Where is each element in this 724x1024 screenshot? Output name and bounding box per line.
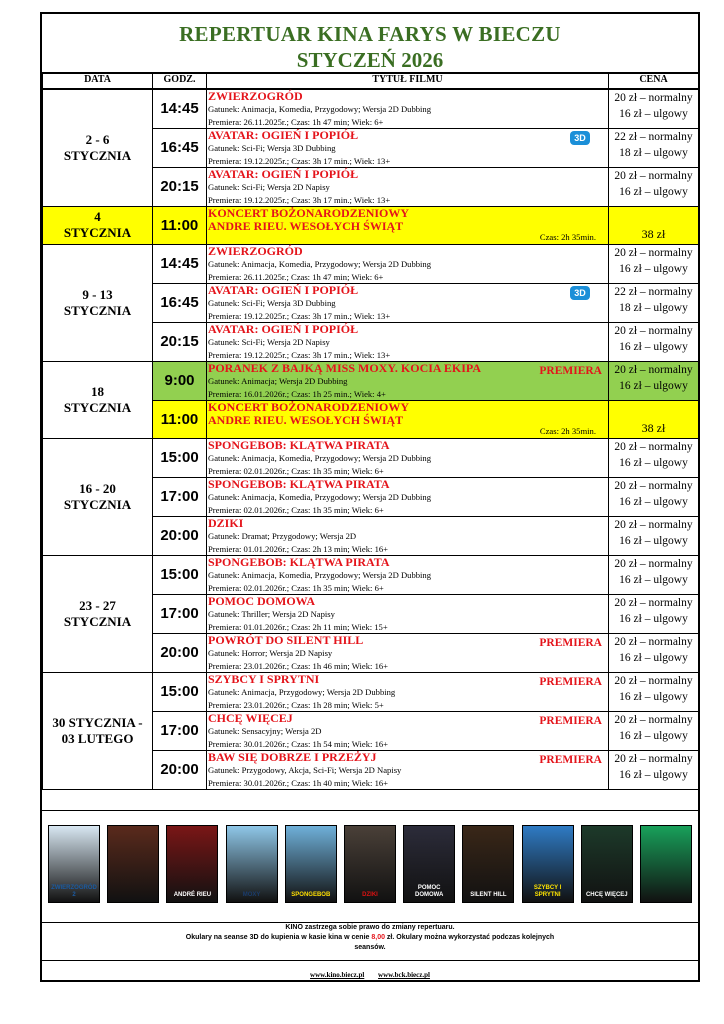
- silent-hill-poster: [462, 825, 514, 903]
- price-line: 38 zł: [641, 226, 666, 241]
- date-label: 30 STYCZNIA -: [52, 714, 143, 730]
- price-line: 20 zł – normalny: [614, 92, 693, 104]
- film-duration: Czas: 2h 35min.: [539, 231, 596, 242]
- price-line: 20 zł – normalny: [614, 674, 693, 687]
- price-line: 20 zł – normalny: [614, 635, 693, 648]
- date-label: 9 - 13: [82, 286, 113, 302]
- showtime: 20:00: [153, 633, 207, 672]
- film-title-line2: ANDRE RIEU. WESOŁYCH ŚWIĄT: [208, 218, 404, 233]
- date-label: 03 LUTEGO: [61, 730, 134, 746]
- price-line: 16 zł – ulgowy: [619, 612, 688, 625]
- link-kino[interactable]: www.kino.biecz.pl: [310, 971, 365, 979]
- film-duration: Czas: 2h 35min.: [539, 425, 596, 436]
- date-cell: [43, 555, 153, 672]
- film-premiere: Premiera: 02.01.2026r.; Czas: 1h 35 min; Wiek: 6+: [208, 504, 384, 515]
- price-line: 16 zł – ulgowy: [619, 108, 688, 120]
- premiere-badge: PREMIERA: [539, 675, 602, 688]
- table-row: [43, 555, 699, 594]
- film-cell: [207, 206, 609, 244]
- column-header: DATA: [43, 73, 153, 89]
- film-cell: [207, 283, 609, 322]
- price-line: 20 zł – normalny: [614, 752, 693, 765]
- film-genre: Gatunek: Sci-Fi; Wersja 3D Dubbing: [208, 297, 336, 308]
- film-premiere: Premiera: 01.01.2026r.; Czas: 2h 13 min; Wiek: 16+: [208, 543, 389, 554]
- poster-title: SZYBCY I SPRYTNI: [533, 885, 562, 898]
- price-cell: [609, 672, 699, 711]
- 3d-icon: 3D: [570, 286, 590, 300]
- film-premiere: Premiera: 19.12.2025r.; Czas: 3h 17 min.; Wiek: 13+: [208, 194, 391, 205]
- price-cell: [609, 594, 699, 633]
- film-premiere: Premiera: 30.01.2026r.; Czas: 1h 40 min; Wiek: 16+: [208, 777, 389, 788]
- date-cell: [43, 244, 153, 361]
- price-cell: [609, 283, 699, 322]
- column-header: GODZ.: [153, 73, 207, 89]
- footer-links: [42, 960, 698, 981]
- showtime: 17:00: [153, 594, 207, 633]
- note-line: seansów.: [354, 944, 386, 951]
- film-genre: Gatunek: Sci-Fi; Wersja 3D Dubbing: [208, 142, 336, 153]
- film-genre: Gatunek: Animacja, Przygodowy; Wersja 2D Dubbing: [208, 686, 396, 697]
- price-line: 20 zł – normalny: [614, 518, 693, 531]
- price-line: 16 zł – ulgowy: [619, 185, 688, 198]
- film-title: PORANEK Z BAJKĄ MISS MOXY. KOCIA EKIPA: [208, 360, 482, 375]
- note-line: KINO zastrzega sobie prawo do zmiany repertuaru.: [285, 924, 455, 931]
- film-title: BAW SIĘ DOBRZE I PRZEŻYJ: [208, 749, 377, 764]
- film-title: CHCĘ WIĘCEJ: [208, 710, 293, 725]
- price-line: 16 zł – ulgowy: [619, 573, 688, 586]
- date-label: 18: [91, 383, 104, 399]
- film-cell: [207, 672, 609, 711]
- film-title: KONCERT BOŻONARODZENIOWY: [208, 205, 410, 220]
- poster-title: MOXY: [242, 892, 261, 898]
- date-label: STYCZNIA: [63, 613, 132, 629]
- film-title: AVATAR: OGIEŃ I POPIÓŁ: [208, 166, 359, 181]
- film-cell: [207, 516, 609, 555]
- table-row: [43, 438, 699, 477]
- date-label: STYCZNIA: [63, 496, 132, 512]
- film-cell: [207, 244, 609, 283]
- film-title-line2: ANDRE RIEU. WESOŁYCH ŚWIĄT: [208, 412, 404, 427]
- showtime: 16:45: [153, 128, 207, 167]
- price-cell: [609, 633, 699, 672]
- film-premiere: Premiera: 26.11.2025r.; Czas: 1h 47 min; Wiek: 6+: [208, 116, 384, 127]
- price-line: 16 zł – ulgowy: [619, 379, 688, 392]
- poster-title: SILENT HILL: [470, 892, 507, 898]
- price-cell: [609, 555, 699, 594]
- price-cell: [609, 167, 699, 206]
- 3d-icon: 3D: [570, 131, 590, 145]
- table-row: [43, 206, 699, 244]
- price-line: 20 zł – normalny: [614, 440, 693, 453]
- film-title: POWRÓT DO SILENT HILL: [208, 632, 364, 647]
- date-cell: [43, 206, 153, 244]
- film-cell: [207, 400, 609, 438]
- month-title: STYCZEŃ 2026: [296, 48, 444, 72]
- film-genre: Gatunek: Animacja; Wersja 2D Dubbing: [208, 375, 348, 386]
- film-genre: Gatunek: Przygodowy, Akcja, Sci-Fi; Wersja 2D Napisy: [208, 764, 402, 775]
- schedule-sheet: [40, 12, 700, 982]
- film-title: AVATAR: OGIEŃ I POPIÓŁ: [208, 321, 359, 336]
- film-genre: Gatunek: Sensacyjny; Wersja 2D: [208, 725, 322, 736]
- pomoc-domowa-poster: [403, 825, 455, 903]
- film-premiere: Premiera: 01.01.2026r.; Czas: 2h 11 min; Wiek: 15+: [208, 621, 388, 632]
- film-cell: [207, 555, 609, 594]
- film-title: SZYBCY I SPRYTNI: [208, 671, 320, 686]
- showtime: 15:00: [153, 438, 207, 477]
- date-label: STYCZNIA: [63, 147, 132, 163]
- price-line: 20 zł – normalny: [614, 557, 693, 570]
- film-title: SPONGEBOB: KLĄTWA PIRATA: [208, 437, 390, 452]
- film-cell: [207, 128, 609, 167]
- price-cell: [609, 711, 699, 750]
- avatar-poster: [107, 825, 159, 903]
- film-genre: Gatunek: Animacja, Komedia, Przygodowy; Wersja 2D Dubbing: [208, 569, 432, 580]
- price-line: 38 zł: [641, 420, 666, 435]
- column-header: TYTUŁ FILMU: [207, 73, 609, 89]
- showtime: 16:45: [153, 283, 207, 322]
- film-premiere: Premiera: 19.12.2025r.; Czas: 3h 17 min.; Wiek: 13+: [208, 310, 391, 321]
- price-line: 16 zł – ulgowy: [619, 534, 688, 547]
- price-line: 20 zł – normalny: [614, 713, 693, 726]
- film-genre: Gatunek: Animacja, Komedia, Przygodowy; Wersja 2D Dubbing: [208, 452, 432, 463]
- price-line: 16 zł – ulgowy: [619, 729, 688, 742]
- film-title: SPONGEBOB: KLĄTWA PIRATA: [208, 554, 390, 569]
- schedule-table: [42, 72, 699, 790]
- film-genre: Gatunek: Animacja, Komedia, Przygodowy; Wersja 2D Dubbing: [208, 258, 432, 269]
- price-line: 20 zł – normalny: [614, 246, 693, 259]
- showtime: 15:00: [153, 555, 207, 594]
- poster-title: SPONGEBOB: [291, 892, 331, 898]
- film-cell: [207, 477, 609, 516]
- showtime: 14:45: [153, 244, 207, 283]
- poster-title: ZWIERZOGRÓD 2: [51, 885, 97, 898]
- price-line: 20 zł – normalny: [614, 363, 693, 376]
- baw-sie-dobrze-poster: [640, 825, 692, 903]
- price-line: 22 zł – normalny: [614, 130, 693, 143]
- showtime: 20:15: [153, 167, 207, 206]
- film-cell: [207, 322, 609, 361]
- price-line: 16 zł – ulgowy: [619, 456, 688, 469]
- date-label: 2 - 6: [85, 131, 110, 147]
- showtime: 14:45: [153, 89, 207, 128]
- poster-title: DZIKI: [362, 892, 378, 898]
- film-premiere: Premiera: 02.01.2026r.; Czas: 1h 35 min; Wiek: 6+: [208, 582, 384, 593]
- showtime: 20:15: [153, 322, 207, 361]
- film-title: AVATAR: OGIEŃ I POPIÓŁ: [208, 127, 359, 142]
- spongebob-poster: [285, 825, 337, 903]
- price-line: 16 zł – ulgowy: [619, 495, 688, 508]
- film-genre: Gatunek: Horror; Wersja 2D Napisy: [208, 647, 333, 658]
- poster-title: ANDRÉ RIEU: [173, 892, 212, 898]
- price-line: 20 zł – normalny: [614, 169, 693, 182]
- price-line: 16 zł – ulgowy: [619, 690, 688, 703]
- showtime: 20:00: [153, 516, 207, 555]
- table-row: [43, 89, 699, 128]
- price-line: 20 zł – normalny: [614, 479, 693, 492]
- film-premiere: Premiera: 23.01.2026r.; Czas: 1h 46 min; Wiek: 16+: [208, 660, 389, 671]
- showtime: 17:00: [153, 477, 207, 516]
- poster-strip: [42, 810, 698, 923]
- showtime: 11:00: [153, 206, 207, 244]
- film-cell: [207, 438, 609, 477]
- film-premiere: Premiera: 02.01.2026r.; Czas: 1h 35 min; Wiek: 6+: [208, 465, 384, 476]
- date-label: STYCZNIA: [63, 399, 132, 415]
- price-cell: [609, 89, 699, 128]
- film-cell: [207, 594, 609, 633]
- price-cell: [609, 206, 699, 244]
- price-cell: [609, 400, 699, 438]
- chce-wiecej-poster: [581, 825, 633, 903]
- poster-title: POMOC DOMOWA: [415, 885, 444, 898]
- page-title: REPERTUAR KINA FARYS W BIECZU: [179, 22, 561, 46]
- date-label: 16 - 20: [79, 480, 116, 496]
- showtime: 11:00: [153, 400, 207, 438]
- film-premiere: Premiera: 19.12.2025r.; Czas: 3h 17 min.; Wiek: 13+: [208, 155, 391, 166]
- date-cell: [43, 672, 153, 789]
- price-line: 20 zł – normalny: [614, 596, 693, 609]
- film-cell: [207, 89, 609, 128]
- poster-title: CHCĘ WIĘCEJ: [585, 892, 628, 898]
- film-title: AVATAR: OGIEŃ I POPIÓŁ: [208, 282, 359, 297]
- showtime: 17:00: [153, 711, 207, 750]
- price-line: 16 zł – ulgowy: [619, 651, 688, 664]
- date-label: 23 - 27: [79, 597, 116, 613]
- date-cell: [43, 438, 153, 555]
- showtime: 15:00: [153, 672, 207, 711]
- schedule-body: [43, 89, 699, 789]
- price-cell: [609, 128, 699, 167]
- table-row: [43, 672, 699, 711]
- film-cell: [207, 633, 609, 672]
- film-cell: [207, 750, 609, 789]
- film-genre: Gatunek: Thriller; Wersja 2D Napisy: [208, 608, 335, 619]
- film-premiere: Premiera: 19.12.2025r.; Czas: 3h 17 min.; Wiek: 13+: [208, 349, 391, 360]
- price-cell: [609, 438, 699, 477]
- notes: [42, 922, 698, 961]
- premiere-badge: PREMIERA: [539, 714, 602, 727]
- film-title: ZWIERZOGRÓD: [208, 89, 303, 103]
- film-genre: Gatunek: Sci-Fi; Wersja 2D Napisy: [208, 181, 330, 192]
- film-title: ZWIERZOGRÓD: [208, 243, 303, 258]
- price-line: 18 zł – ulgowy: [619, 146, 688, 159]
- film-premiere: Premiera: 16.01.2026r.; Czas: 1h 25 min.; Wiek: 4+: [208, 388, 386, 399]
- price-cell: [609, 750, 699, 789]
- film-premiere: Premiera: 26.11.2025r.; Czas: 1h 47 min; Wiek: 6+: [208, 271, 384, 282]
- dziki-poster: [344, 825, 396, 903]
- film-genre: Gatunek: Animacja, Komedia, Przygodowy; Wersja 2D Dubbing: [208, 491, 432, 502]
- date-label: STYCZNIA: [63, 225, 132, 240]
- price-cell: [609, 516, 699, 555]
- date-cell: [43, 89, 153, 206]
- date-label: 4: [94, 209, 101, 224]
- film-cell: [207, 167, 609, 206]
- price-cell: [609, 477, 699, 516]
- szybcy-i-sprytni-poster: [522, 825, 574, 903]
- miss-moxy-poster: [226, 825, 278, 903]
- premiere-badge: PREMIERA: [539, 636, 602, 649]
- showtime: 9:00: [153, 361, 207, 400]
- film-cell: [207, 361, 609, 400]
- premiere-badge: PREMIERA: [539, 753, 602, 766]
- price-line: 22 zł – normalny: [614, 285, 693, 298]
- film-title: SPONGEBOB: KLĄTWA PIRATA: [208, 476, 390, 491]
- film-genre: Gatunek: Sci-Fi; Wersja 2D Napisy: [208, 336, 330, 347]
- film-cell: [207, 711, 609, 750]
- film-title: POMOC DOMOWA: [208, 593, 315, 608]
- price-line: 16 zł – ulgowy: [619, 768, 688, 781]
- note-line: Okulary na seanse 3D do kupienia w kasie kina w cenie 8,00 zł. Okulary można wykorzystać podczas kolejnych: [185, 934, 555, 941]
- glasses-price: 8,00: [371, 934, 385, 941]
- date-label: STYCZNIA: [63, 302, 132, 318]
- film-title: KONCERT BOŻONARODZENIOWY: [208, 399, 410, 414]
- table-row: [43, 361, 699, 400]
- price-line: 16 zł – ulgowy: [619, 262, 688, 275]
- price-line: 20 zł – normalny: [614, 324, 693, 337]
- price-cell: [609, 244, 699, 283]
- showtime: 20:00: [153, 750, 207, 789]
- price-line: 18 zł – ulgowy: [619, 301, 688, 314]
- premiere-badge: PREMIERA: [539, 364, 602, 377]
- price-cell: [609, 361, 699, 400]
- price-cell: [609, 322, 699, 361]
- film-genre: Gatunek: Dramat; Przygodowy; Wersja 2D: [208, 530, 357, 541]
- link-bck[interactable]: www.bck.biecz.pl: [378, 971, 430, 979]
- zwierzogrod-poster: [48, 825, 100, 903]
- price-line: 16 zł – ulgowy: [619, 340, 688, 353]
- film-title: DZIKI: [208, 515, 244, 530]
- film-genre: Gatunek: Animacja, Komedia, Przygodowy; Wersja 2D Dubbing: [208, 104, 432, 114]
- film-premiere: Premiera: 30.01.2026r.; Czas: 1h 54 min; Wiek: 16+: [208, 738, 389, 749]
- date-cell: [43, 361, 153, 438]
- table-row: [43, 244, 699, 283]
- andre-rieu-poster: [166, 825, 218, 903]
- column-header: CENA: [609, 73, 699, 89]
- table-header-row: [43, 73, 699, 89]
- film-premiere: Premiera: 23.01.2026r.; Czas: 1h 28 min; Wiek: 5+: [208, 699, 384, 710]
